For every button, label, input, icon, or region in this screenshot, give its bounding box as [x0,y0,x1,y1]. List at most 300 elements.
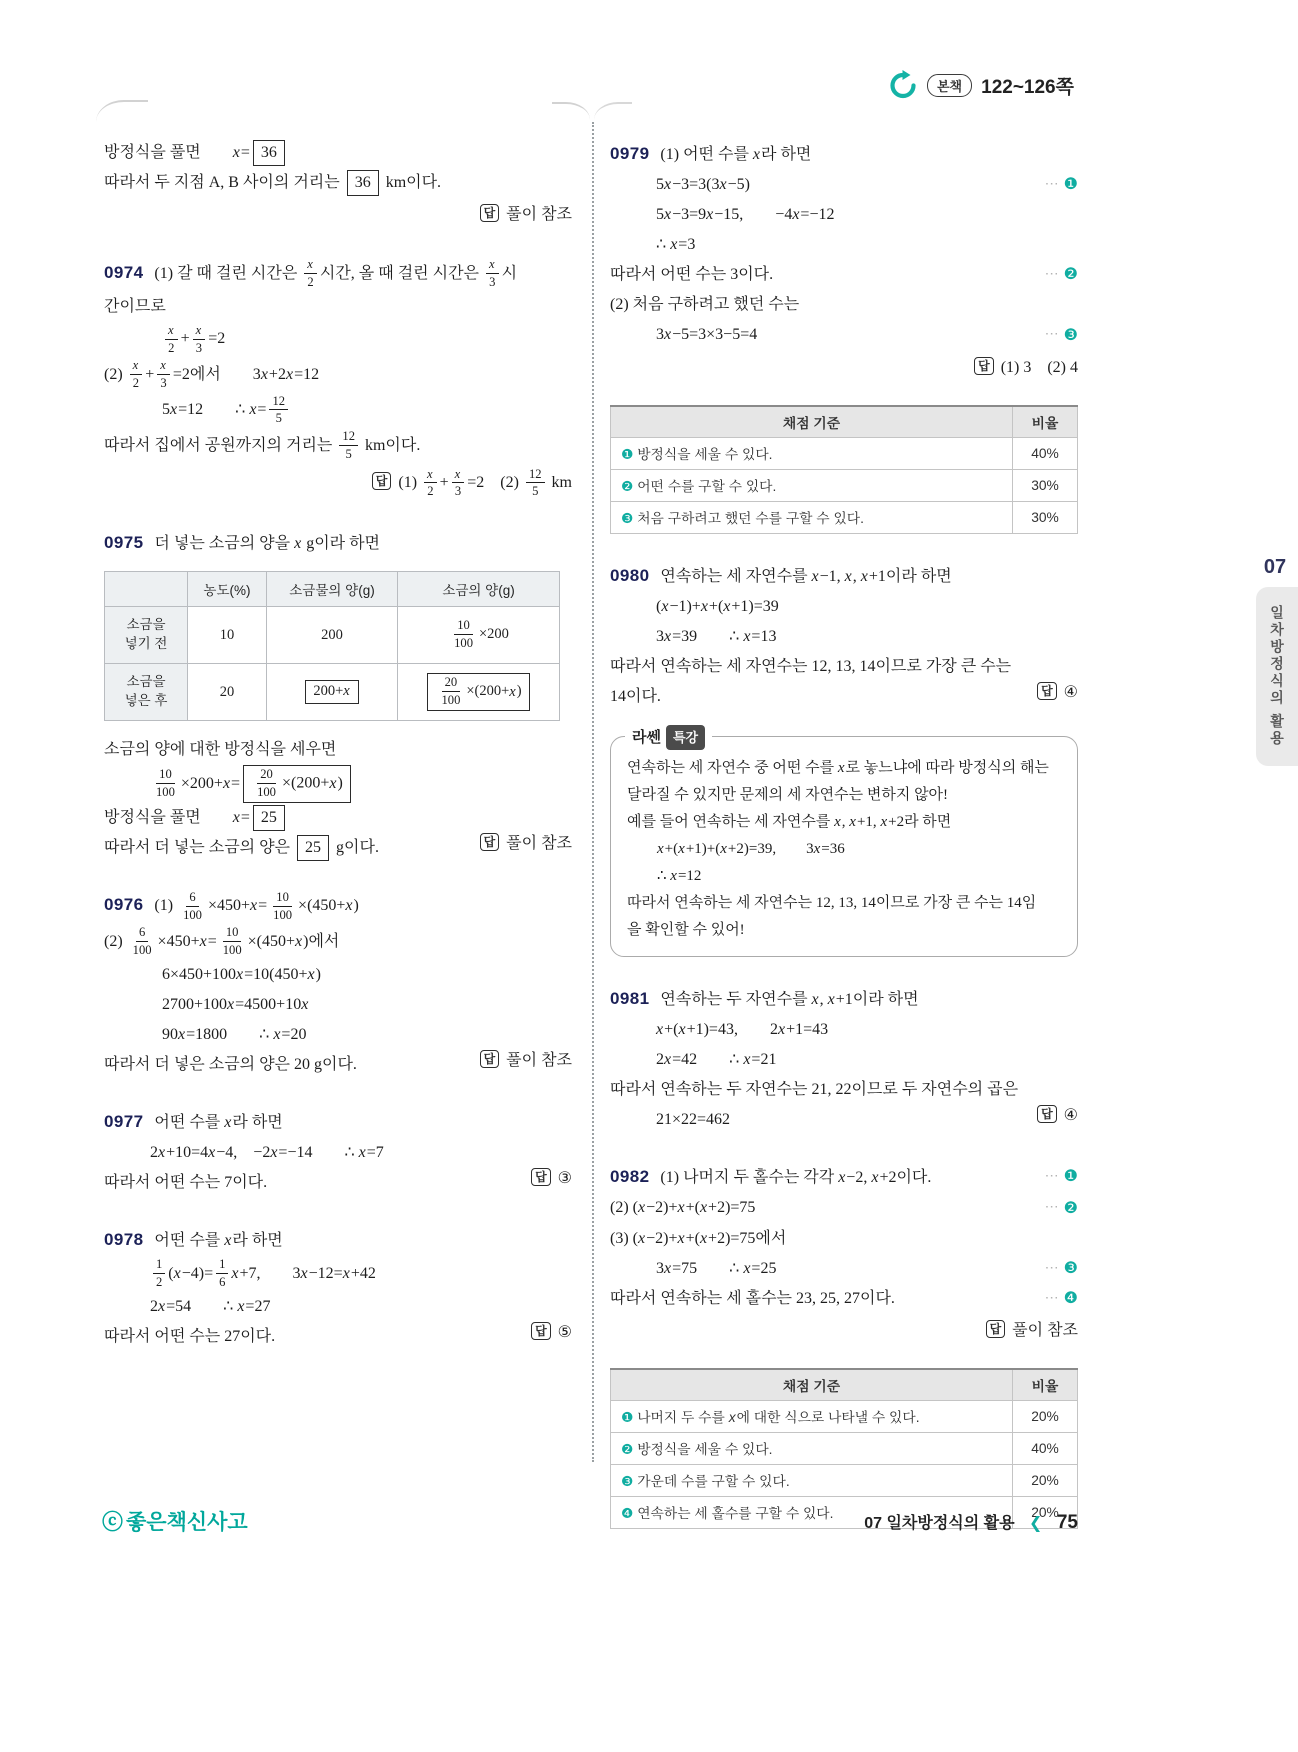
fraction [220,925,245,958]
grading-row [611,1464,1078,1496]
fraction [438,675,463,708]
page-curl-decoration-center-right [594,102,632,124]
solution-line [104,990,572,1020]
fraction-numerator: x [165,323,178,340]
problem-number: 0981 [610,989,650,1009]
fraction-denominator: 2 [156,1275,163,1290]
answer-line [104,466,572,501]
solution-line [610,652,1078,682]
fraction-denominator: 100 [132,943,152,958]
special-lecture-tag [625,724,712,751]
line-text: 소금의 양에 대한 방정식을 세우면 [104,741,337,759]
fraction-denominator: 3 [160,375,167,390]
inline-answer [531,1164,572,1194]
line-text: 2x=54 ∴ x=27 [150,1297,271,1315]
criterion-text: ❸ 가운데 수를 구할 수 있다. [611,1464,1013,1496]
solution-line [104,357,572,392]
line-text: 90x=1800 ∴ x=20 [162,1026,307,1043]
answer-badge: 답 [372,472,392,490]
fraction [130,358,143,391]
line-text: (1) 어떤 수를 x라 하면 [660,146,812,163]
boxed-value: 36 [347,170,379,196]
fraction [180,890,205,923]
fraction [451,618,476,651]
line-text: 어떤 수를 x라 하면 [154,1232,283,1250]
refresh-arrow-icon [888,70,918,100]
special-box-line: 따라서 연속하는 세 자연수는 12, 13, 14이므로 가장 큰 수는 14임 [627,895,1037,912]
fraction-numerator: x [157,358,170,375]
solution-line [610,1193,1078,1223]
answer-content [986,1322,1078,1339]
answer-content [372,466,572,499]
marker-dots-icon: ⋯ [1044,1290,1060,1306]
answer-line [610,1316,1078,1346]
fraction-numerator: x [452,467,465,484]
criterion-text: ❶ 나머지 두 수를 x에 대한 식으로 나타낼 수 있다. [611,1400,1013,1432]
answer-badge: 답 [531,1322,551,1340]
line-text: (2) $\frac{6}{100}$ ×450+x= $\frac{10}{100}$ ×(450+x)에서 [104,925,340,958]
fraction-denominator: 100 [273,907,293,922]
solution-line [610,320,1078,350]
table-header-row [105,572,560,607]
grading-row [611,437,1078,469]
line-text: (1) 갈 때 걸린 시간은 $\frac{x}{2}$ 시간, 올 때 걸린 시간은 $\frac{x}{3}$ 시 [154,257,518,289]
answer-text: ④ [1063,683,1078,701]
answer-line [610,353,1078,383]
step-marker [1045,1284,1078,1314]
line-text: 간이므로 [104,297,166,315]
special-lecture-box [610,729,1078,957]
line-text: 6×450+100x=10(450+x) [162,965,321,983]
line-text: x+(x+1)=43, 2x+1=43 [656,1021,829,1039]
solution-line [104,292,572,322]
solution-line [610,1045,1078,1075]
solution-line [104,735,572,765]
criterion-percent: 40% [1013,437,1078,469]
grading-criteria-header: 채점 기준 [611,406,1013,438]
step-marker [1045,260,1078,290]
step-marker [1045,1162,1078,1192]
source-book-badge: 본책 [927,74,972,97]
table-cell: $\frac{10}{100}$ ×200 [398,607,560,664]
fraction-numerator: 1 [216,1257,228,1274]
fraction [304,257,317,290]
fraction-numerator: 20 [442,675,461,692]
fraction-denominator: 2 [168,340,175,355]
inline-answer [1037,678,1078,708]
line-text: 2700+100x=4500+10x [162,995,309,1013]
fraction-numerator: 10 [454,618,473,635]
right-solution-column [610,138,1078,1539]
criterion-percent: 40% [1013,1432,1078,1464]
fraction-numerator: x [130,358,143,375]
step-number-icon: ❶ [621,1410,634,1426]
grading-criteria-table [610,405,1078,534]
solution-line [610,1075,1078,1105]
line-text: 5x−3=9x−15, −4x=−12 [656,206,835,224]
line-text: 따라서 어떤 수는 3이다. [610,266,774,284]
marker-dots-icon: ⋯ [1044,1260,1060,1276]
fraction-denominator: 100 [454,636,473,651]
problem-start-line [610,138,1078,170]
solution-line [104,393,572,428]
marker-dots-icon: ⋯ [1044,176,1060,192]
special-box-line: x+(x+1)+(x+2)=39, 3x=36 [657,841,845,858]
fraction [526,467,545,500]
solution-line [104,1292,572,1322]
table-column-header: 소금의 양(g) [398,572,560,607]
marker-dots-icon: ⋯ [1044,327,1060,343]
problem-number: 0974 [104,262,144,282]
solution-line [610,170,1078,200]
line-text: 14이다. [610,687,661,705]
line-text: (2) (x−2)+x+(x+2)=75 [610,1199,756,1217]
boxed-value: $\frac{20}{100}$ ×(200+x) [427,673,529,710]
fraction [270,890,295,923]
solution-line [104,1050,572,1080]
line-text: 더 넣는 소금의 양을 x g이라 하면 [154,535,381,553]
solution-line [104,924,572,959]
boxed-value: 25 [297,835,329,861]
fraction-denominator: 2 [307,274,314,289]
answer-content [480,206,572,223]
solution-line [104,1256,572,1291]
fraction-numerator: x [193,323,206,340]
step-marker [1045,170,1078,200]
step-number-icon: ❶ [1063,1168,1078,1186]
answer-badge: 답 [974,357,994,375]
solution-line [610,1254,1078,1284]
answer-text: 풀이 참조 [506,834,572,852]
solution-line [610,1015,1078,1045]
source-page-reference [888,70,1074,100]
solution-line [104,833,572,863]
line-text: 방정식을 풀면 x= 36 [104,144,288,161]
line-text: 따라서 더 넣은 소금의 양은 20 g이다. [104,1056,357,1074]
problem-number: 0975 [104,533,144,553]
series-name-label: 라쎈 [632,729,661,747]
answer-content [531,1170,572,1187]
problem-start-line [104,1106,572,1138]
fraction-denominator: 5 [345,446,352,461]
line-text: 2x+10=4x−4, −2x=−14 ∴ x=7 [150,1144,384,1162]
problem-number: 0978 [104,1230,144,1250]
solution-line [104,168,572,198]
fraction-numerator: 6 [136,925,148,942]
fraction [130,925,155,958]
answer-text: 풀이 참조 [506,206,572,224]
criterion-text: ❷ 방정식을 세울 수 있다. [611,1432,1013,1464]
line-text: 따라서 어떤 수는 7이다. [104,1174,268,1192]
step-number-icon: ❶ [1063,176,1078,194]
salt-water-table [104,571,560,721]
inline-answer [480,1046,572,1076]
table-row-header: 소금을 넣기 전 [105,607,188,664]
fraction-numerator: x [304,257,317,274]
answer-badge: 답 [480,1050,500,1068]
special-box-line: ∴ x=12 [627,868,702,885]
inline-answer [1037,1101,1078,1131]
fraction-denominator: 100 [222,943,242,958]
special-box-line: 연속하는 세 자연수 중 어떤 수를 x로 놓느냐에 따라 방정식의 해는 [627,760,1049,777]
table-column-header: 소금물의 양(g) [266,572,397,607]
grading-criteria-table [610,1368,1078,1529]
line-text: $\frac{1}{2}$ (x−4)= $\frac{1}{6}$ x+7, 3x−12=x+42 [150,1265,376,1282]
line-text: 어떤 수를 x라 하면 [154,1114,283,1132]
line-text: 따라서 연속하는 두 자연수는 21, 22이므로 두 자연수의 곱은 [610,1081,1019,1099]
special-lecture-badge: 특강 [666,725,705,750]
copyright-icon: ⓒ [102,1511,123,1534]
problem-number: 0977 [104,1112,144,1132]
table-row [105,664,560,721]
solution-line [104,1168,572,1198]
inline-answer [531,1318,572,1348]
solution-line [104,428,572,463]
fraction-denominator: 2 [427,484,434,499]
answer-badge: 답 [1037,1105,1057,1123]
step-number-icon: ❸ [1063,326,1078,344]
criterion-percent: 30% [1013,501,1078,533]
criterion-text: ❷ 어떤 수를 구할 수 있다. [611,469,1013,501]
special-box-line: 달라질 수 있지만 문제의 세 자연수는 변하지 않아! [627,787,949,804]
criterion-text: ❸ 처음 구하려고 했던 수를 구할 수 있다. [611,501,1013,533]
marker-dots-icon: ⋯ [1044,1200,1060,1216]
answer-text: ③ [557,1170,572,1188]
fraction-numerator: x [424,467,437,484]
solution-line [104,960,572,990]
step-marker [1045,1254,1078,1284]
step-number-icon: ❸ [1063,1259,1078,1277]
fraction-numerator: 10 [156,767,175,784]
fraction-numerator: 12 [526,467,545,484]
boxed-value: 25 [253,805,285,831]
fraction [153,1257,165,1290]
problem-start-line [610,560,1078,592]
answer-text: 풀이 참조 [1012,1321,1078,1339]
boxed-value: $\frac{20}{100}$ ×(200+x) [243,765,351,802]
line-text: (2) 처음 구하려고 했던 수는 [610,296,800,314]
criterion-text: ❶ 방정식을 세울 수 있다. [611,437,1013,469]
grading-row [611,1432,1078,1464]
table-column-header [105,572,188,607]
fraction [216,1257,228,1290]
solution-line [104,138,572,168]
step-number-icon: ❸ [621,511,634,527]
step-number-icon: ❸ [621,1474,634,1490]
answer-content [480,835,572,852]
answer-badge: 답 [480,833,500,851]
table-cell: 200 [266,607,397,664]
line-text: (x−1)+x+(x+1)=39 [656,597,779,615]
fraction-denominator: 3 [195,340,203,355]
step-number-icon: ❷ [621,1442,634,1458]
fraction-numerator: 1 [153,1257,165,1274]
line-text: 5x−3=3(3x−5) [656,176,750,194]
answer-line [104,200,572,230]
chapter-number: 07 [1263,556,1287,578]
answer-text: 풀이 참조 [506,1052,572,1070]
table-cell [266,664,397,721]
fraction-denominator: 6 [219,1275,226,1290]
fraction-numerator: 6 [186,890,198,907]
fraction-denominator: 3 [454,484,462,499]
problem-start-line [610,983,1078,1015]
solution-line [610,682,1078,712]
marker-dots-icon: ⋯ [1044,1169,1060,1185]
solution-line [610,290,1078,320]
line-text: 연속하는 세 자연수를 x−1, x, x+1이라 하면 [660,567,952,585]
grading-row [611,501,1078,533]
answer-content [1037,684,1078,701]
chevron-left-icon: ❮ [1029,1515,1043,1532]
line-text: ∴ x=3 [656,236,696,254]
table-column-header: 농도(%) [188,572,267,607]
fraction-numerator: 12 [269,394,288,411]
solution-line [610,1105,1078,1135]
solution-line [610,622,1078,652]
fraction [193,323,206,356]
step-number-icon: ❷ [1063,266,1078,284]
left-solution-column [104,138,572,1352]
line-text: 21×22=462 [656,1111,731,1129]
grading-header-row [611,406,1078,438]
solution-line [104,765,572,802]
answer-content [1037,1107,1078,1124]
criterion-percent: 20% [1013,1400,1078,1432]
chapter-side-tab [1252,556,1298,766]
line-text: 3x=39 ∴ x=13 [656,627,777,645]
line-text: 따라서 두 지점 A, B 사이의 거리는 36 km이다. [104,174,441,191]
problem-number: 0982 [610,1167,650,1187]
answer-content [531,1324,572,1341]
chapter-title-vertical: 일차방정식의 활용 [1269,605,1285,748]
fraction-denominator: 100 [156,785,175,800]
special-box-line: 예를 들어 연속하는 세 자연수를 x, x+1, x+2라 하면 [627,814,952,831]
fraction-denominator: 100 [257,785,276,800]
line-text: 3x=75 ∴ x=25 [656,1259,777,1277]
page-number: 75 [1056,1512,1078,1533]
criterion-percent: 30% [1013,469,1078,501]
fraction [254,767,279,800]
line-text: $\frac{x}{2}$ + $\frac{x}{3}$ =2 [162,330,225,347]
line-text: 연속하는 두 자연수를 x, x+1이라 하면 [660,991,919,1009]
line-text: 따라서 더 넣는 소금의 양은 25 g이다. [104,839,379,856]
answer-text: (1) $\frac{x}{2}$ + $\frac{x}{3}$ =2 (2) $\frac{12}{5}$ km [398,466,572,499]
source-pages-label: 122~126쪽 [981,76,1074,98]
page-footer [610,1510,1078,1534]
chapter-tab-body [1256,587,1298,766]
solution-line [104,1138,572,1168]
grading-ratio-header: 비율 [1013,406,1078,438]
marker-dots-icon: ⋯ [1044,267,1060,283]
problem-number: 0980 [610,565,650,585]
solution-line [104,322,572,357]
fraction-denominator: 3 [489,274,496,289]
line-text: 따라서 어떤 수는 27이다. [104,1328,276,1346]
answer-content [480,1052,572,1069]
table-cell: 10 [188,607,267,664]
answer-badge: 답 [480,204,500,222]
problem-start-line [104,527,572,559]
inline-answer [480,829,572,859]
grading-header-row [611,1369,1078,1401]
footer-chapter-title: 07 일차방정식의 활용 [864,1515,1015,1532]
fraction [339,429,358,462]
step-number-icon: ❷ [621,479,634,495]
answer-content [974,359,1078,376]
line-text: 방정식을 풀면 x= 25 [104,809,288,826]
fraction [452,467,465,500]
publisher-logo [102,1506,248,1536]
fraction [424,467,437,500]
problem-start-line [610,1161,1078,1193]
fraction [269,394,288,427]
grading-ratio-header: 비율 [1013,1369,1078,1401]
fraction-numerator: 10 [273,890,292,907]
fraction-denominator: 2 [132,375,140,390]
answer-text: ④ [1063,1107,1078,1125]
line-text: 3x−5=3×3−5=4 [656,326,758,344]
column-divider [592,122,594,1462]
fraction-denominator: 100 [441,693,461,708]
problem-number: 0979 [610,144,650,163]
answer-text: (1) 3 (2) 4 [1000,358,1078,376]
solution-line [610,592,1078,622]
step-number-icon: ❹ [621,1506,634,1522]
fraction-numerator: x [486,257,499,274]
solution-line [610,200,1078,230]
grading-row [611,469,1078,501]
boxed-value: 200+x [305,680,358,704]
fraction [165,323,178,356]
solution-line [104,1322,572,1352]
step-number-icon: ❹ [1063,1289,1078,1307]
problem-start-line [104,1224,572,1256]
solution-line [610,1224,1078,1254]
step-marker [1045,1193,1078,1223]
step-number-icon: ❷ [1063,1199,1078,1217]
answer-badge: 답 [986,1320,1006,1338]
criterion-text: ❹ 연속하는 세 홀수를 구할 수 있다. [611,1496,1013,1528]
step-marker [1045,320,1078,350]
criterion-percent: 20% [1013,1496,1078,1528]
line-text: 따라서 연속하는 세 홀수는 23, 25, 27이다. [610,1289,895,1307]
special-box-line: 을 확인할 수 있어! [627,922,745,939]
problem-number: 0976 [104,895,144,915]
fraction-numerator: 20 [257,767,276,784]
solution-line [610,1284,1078,1314]
answer-text: ⑤ [557,1324,572,1342]
step-number-icon: ❶ [621,447,634,463]
line-text: $\frac{10}{100}$ ×200+x= $\frac{20}{100}$ ×(200+x) [150,775,354,792]
table-cell: 20 [188,664,267,721]
answer-badge: 답 [1037,682,1057,700]
fraction [486,257,499,290]
publisher-name: 좋은책신사고 [126,1511,248,1534]
boxed-value: 36 [253,140,285,166]
line-text: 따라서 집에서 공원까지의 거리는 $\frac{12}{5}$ km이다. [104,429,421,461]
criterion-percent: 20% [1013,1464,1078,1496]
grading-criteria-header: 채점 기준 [611,1369,1013,1401]
table-row [105,607,560,664]
fraction [153,767,178,800]
problem-start-line [104,889,572,924]
fraction-denominator: 100 [183,907,202,922]
line-text: (2) $\frac{x}{2}$ + $\frac{x}{3}$ =2에서 3x+2x=12 [104,358,320,390]
fraction-numerator: 12 [339,429,358,446]
table-cell [398,664,560,721]
fraction-numerator: 10 [223,925,242,942]
